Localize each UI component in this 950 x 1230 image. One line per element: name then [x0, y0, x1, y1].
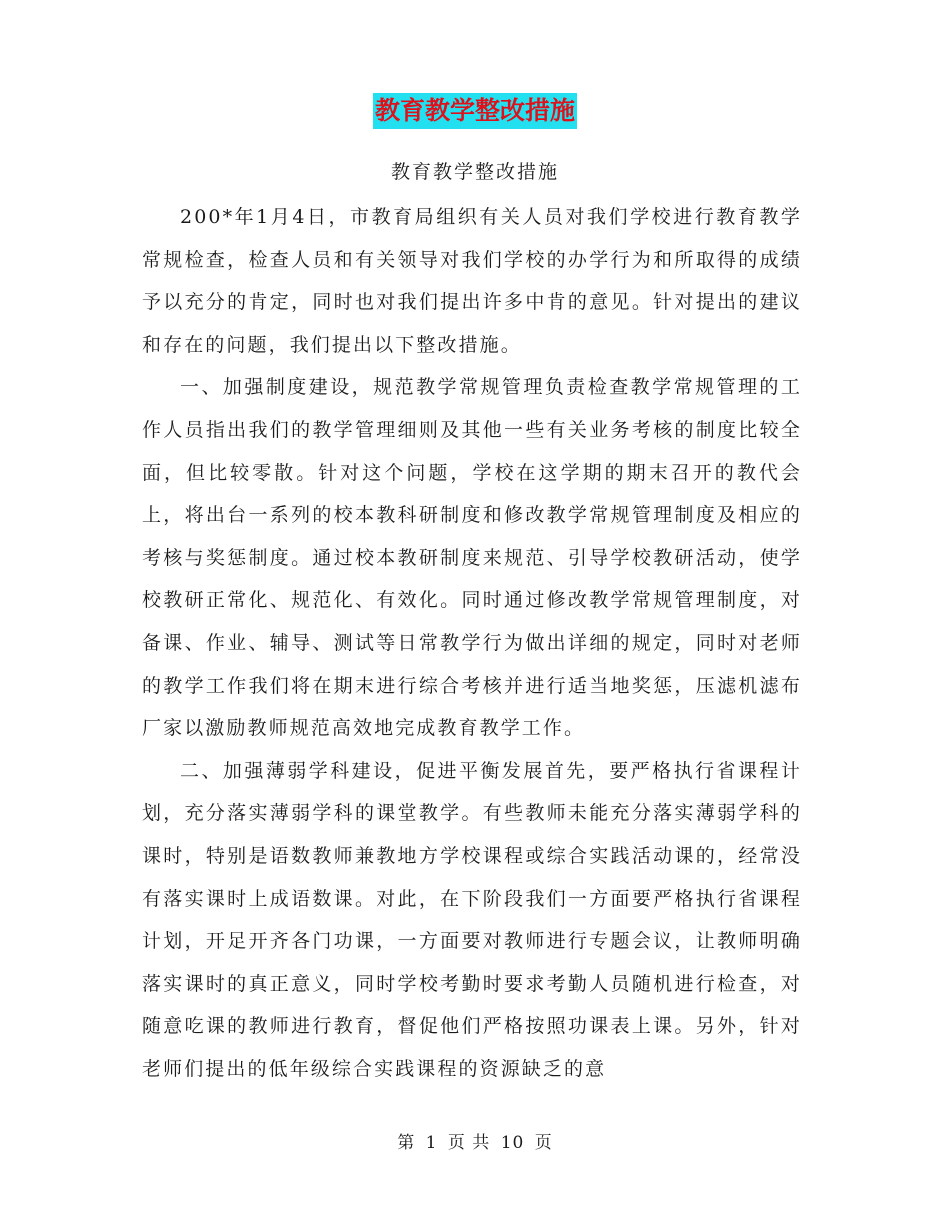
- paragraph-section-1: 一、加强制度建设，规范教学常规管理负责检查教学常规管理的工作人员指出我们的教学管理细则及其他一些有关业务考核的制度比较全面，但比较零散。针对这个问题，学校在这学期的期末召开的教代会上，将出台一系列的校本教科研制度和修改教学常规管理制度及相应的考核与奖惩制度。通过校本教研制度来规范、引导学校教研活动，使学校教研正常化、规范化、有效化。同时通过修改教学常规管理制度，对备课、作业、辅导、测试等日常教学行为做出详细的规定，同时对老师的教学工作我们将在期末进行综合考核并进行适当地奖惩，压滤机滤布厂家以激励教师规范高效地完成教育教学工作。: [142, 376, 802, 740]
- paragraph-intro: 200*年1月4日，市教育局组织有关人员对我们学校进行教育教学常规检查，检查人员和有关领导对我们学校的办学行为和所取得的成绩予以充分的肯定，同时也对我们提出许多中肯的意见。针对提出的建议和存在的问题，我们提出以下整改措施。: [142, 206, 802, 356]
- document-title: 教育教学整改措施: [373, 93, 577, 129]
- footer-page-number: 1: [425, 1133, 438, 1153]
- footer-suffix: 页: [534, 1133, 553, 1153]
- footer-prefix: 第: [397, 1133, 416, 1153]
- title-row: [0, 93, 950, 129]
- paragraph-section-2: 二、加强薄弱学科建设，促进平衡发展首先，要严格执行省课程计划，充分落实薄弱学科的课堂教学。有些教师未能充分落实薄弱学科的课时，特别是语数教师兼教地方学校课程或综合实践活动课的，经常没有落实课时上成语数课。对此，在下阶段我们一方面要严格执行省课程计划，开足开齐各门功课，一方面要对教师进行专题会议，让教师明确落实课时的真正意义，同时学校考勤时要求考勤人员随机进行检查，对随意吃课的教师进行教育，督促他们严格按照功课表上课。另外，针对老师们提出的低年级综合实践课程的资源缺乏的意: [142, 759, 802, 1080]
- footer-middle: 页 共: [447, 1133, 491, 1153]
- document-body: [142, 196, 802, 1090]
- footer-total-pages: 10: [500, 1133, 525, 1153]
- page-footer: [0, 1130, 950, 1156]
- document-subtitle: 教育教学整改措施: [390, 161, 559, 183]
